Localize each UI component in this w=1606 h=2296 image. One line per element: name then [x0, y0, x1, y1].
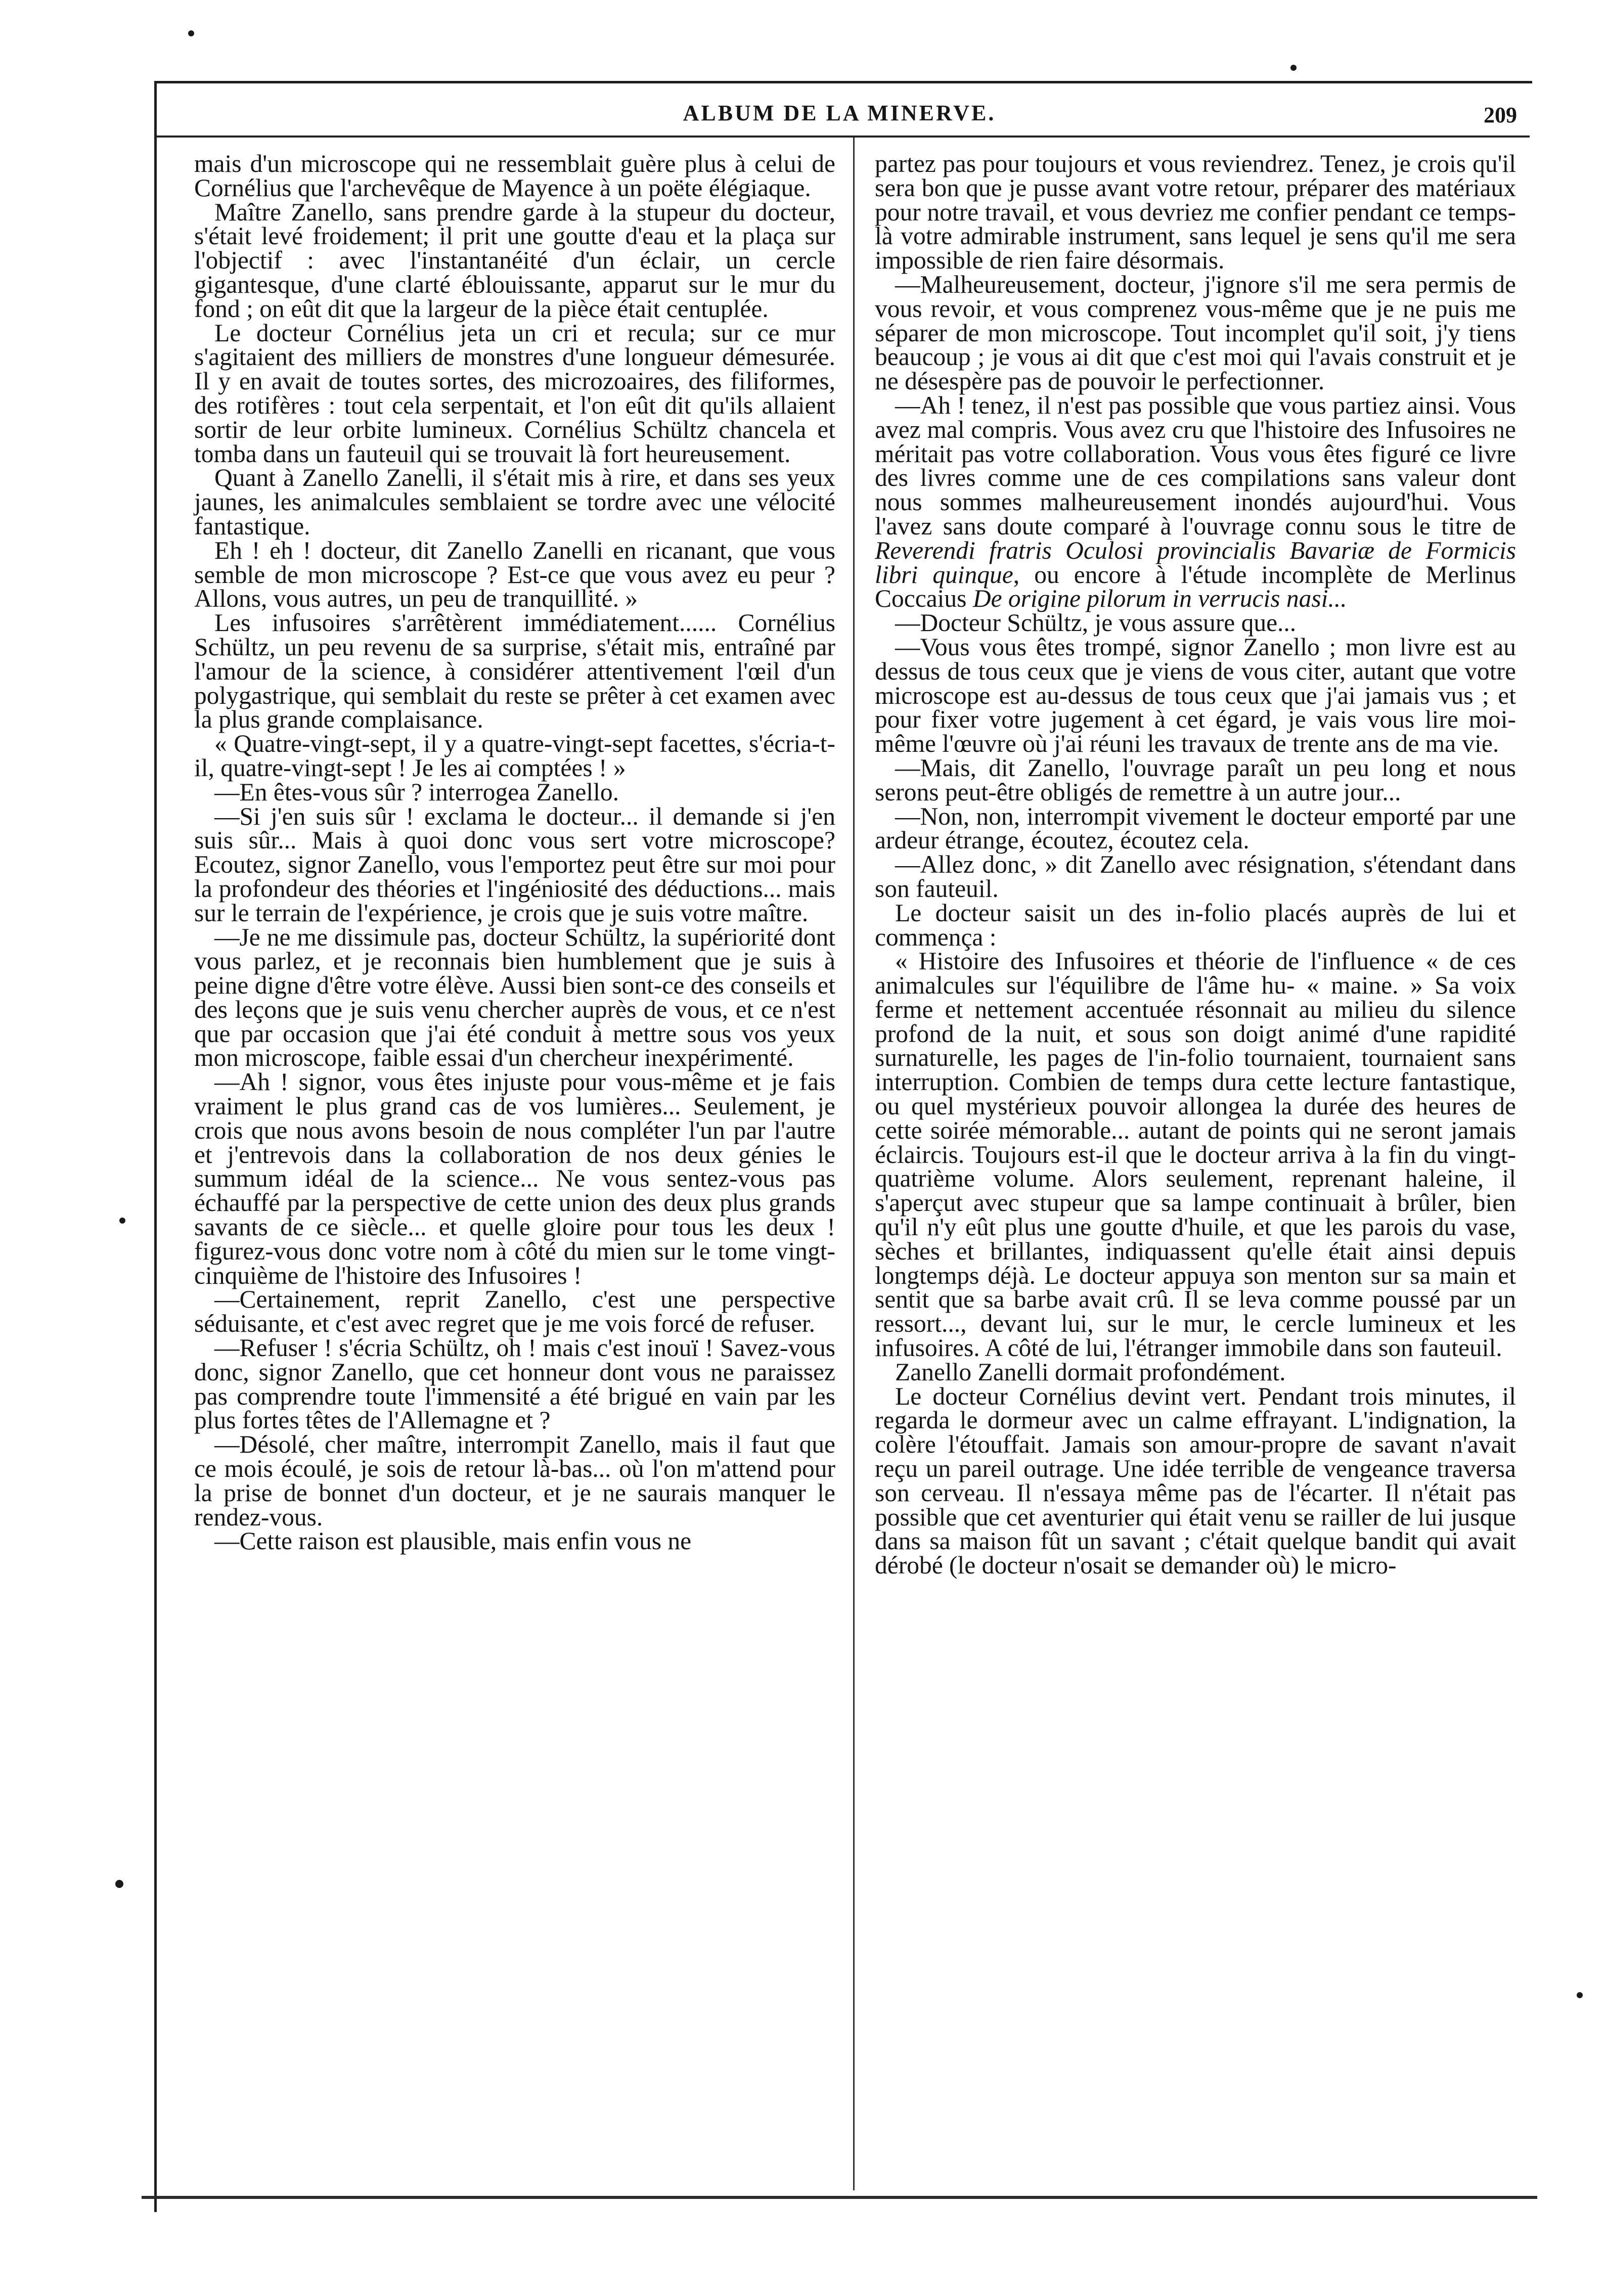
- journal-title: ALBUM DE LA MINERVE.: [683, 101, 996, 125]
- paragraph-text: —Ah ! tenez, il n'est pas possible que vous partiez ainsi. Vous avez mal compris. Vous avez cru que l'histoire des Infusoires ne méritait pas votre collaboration. Vous vous êtes figuré ce livre des livres comme une de ces compilations sans valeur dont nous sommes malheureusement inondés aujourd'hui. Vous l'avez sans doute comparé à l'ouvrage connu sous le titre de: [875, 391, 1516, 540]
- paragraph: mais d'un microscope qui ne ressemblait guère plus à celui de Cornélius que l'archevêque de Mayence à un poëte élégiaque.: [194, 150, 835, 202]
- paragraph: —Je ne me dissimule pas, docteur Schültz, la supériorité dont vous parlez, et je reconnais bien humblement que je suis à peine digne d'être votre élève. Aussi bien sont-ce des conseils et des leçons que je suis venu chercher auprès de vous, et ce n'est que par occasion que j'ai été conduit à mettre sous vos yeux mon microscope, faible essai d'un chercheur inexpérimenté.: [194, 923, 835, 1072]
- paragraph: Le docteur Cornélius devint vert. Pendant trois minutes, il regarda le dormeur avec un calme effrayant. L'indignation, la colère l'étouffait. Jamais son amour-propre de savant n'avait reçu un pareil outrage. Une idée terrible de vengeance traversa son cerveau. Il n'essaya même pas de l'écarter. Il n'était pas possible que cet aventurier qui était venu se railler de lui jusque dans sa maison fût un savant ; c'était quelque bandit qui avait dérobé (le docteur n'osait se demander où) le micro-: [875, 1382, 1516, 1580]
- column-divider: [853, 138, 855, 2190]
- book-title: De origine pilorum in verrucis nasi...: [972, 584, 1347, 613]
- paragraph: Zanello Zanelli dormait profondément.: [895, 1358, 1286, 1386]
- running-header: [157, 96, 1522, 131]
- paragraph: —Allez donc, » dit Zanello avec résignation, s'étendant dans son fauteuil.: [875, 850, 1516, 903]
- print-speck: [1577, 1992, 1583, 1998]
- paragraph: —Désolé, cher maître, interrompit Zanello, mais il faut que ce mois écoulé, je sois de retour là-bas... où l'on m'attend pour la prise de bonnet d'un docteur, et je ne saurais manquer le rendez-vous.: [194, 1430, 835, 1531]
- print-speck: [115, 1880, 123, 1888]
- paragraph: —Ah ! signor, vous êtes injuste pour vous-même et je fais vraiment le plus grand cas de vos lumières... Seulement, je crois que nous avons besoin de nous compléter l'un par l'autre et j'entrevois dans la collaboration de nos deux génies le summum idéal de la science... Ne vous sentez-vous pas échauffé par la perspective de cette union des deux plus grands savants de ce siècle... et quelle gloire pour tous les deux ! figurez-vous donc votre nom à côté du mien sur le tome vingt-cinquième de l'histoire des Infusoires !: [194, 1068, 835, 1289]
- paragraph: « Quatre-vingt-sept, il y a quatre-vingt-sept facettes, s'écria-t-il, quatre-vingt-sept ! Je les ai comptées ! »: [194, 730, 835, 782]
- paragraph: Le docteur Cornélius jeta un cri et recula; sur ce mur s'agitaient des milliers de monstres d'une longueur démesurée. Il y en avait de toutes sortes, des microzoaires, des filiformes, des rotifères : tout cela serpentait, et l'on eût dit qu'ils allaient sortir de leur orbite lumineux. Cornélius Schültz chancela et tomba dans un fauteuil qui se trouvait là fort heureusement.: [194, 319, 835, 468]
- paragraph: —Non, non, interrompit vivement le docteur emporté par une ardeur étrange, écoutez, écoutez cela.: [875, 802, 1516, 854]
- paragraph: « Histoire des Infusoires et théorie de l'influence « de ces animalcules sur l'équilibre de l'âme hu- « maine. » Sa voix ferme et nettement accentuée résonnait au milieu du silence profond de la nuit, et sous son doigt animé d'une rapidité surnaturelle, les pages de l'in-folio tournaient, tournaient sans interruption. Combien de temps dura cette lecture fantastique, ou quel mystérieux pouvoir allongea la durée des heures de cette soirée mémorable... autant de points qui ne seront jamais éclaircis. Toujours est-il que le docteur arriva à la fin du vingt-quatrième volume. Alors seulement, reprenant haleine, il s'aperçut avec stupeur que sa lampe continuait à brûler, bien qu'il n'y eût plus une goutte d'huile, et que les parois du vase, sèches et brillantes, indiquassent qu'elle était ainsi depuis longtemps déjà. Le docteur appuya son menton sur sa main et sentit que sa barbe avait crû. Il se leva comme poussé par un ressort..., devant lui, sur le mur, le cercle lumineux et les infusoires. A côté de lui, l'étranger immobile dans son fauteuil.: [875, 947, 1516, 1362]
- print-speck: [1290, 65, 1297, 71]
- paragraph: —Cette raison est plausible, mais enfin vous ne: [214, 1527, 692, 1555]
- paragraph-text: , ou encore à l'étude incomplète de Merlinus Coccaius: [875, 560, 1516, 613]
- paragraph: —Vous vous êtes trompé, signor Zanello ; mon livre est au dessus de tous ceux que je viens de vous citer, autant que votre microscope est au-dessus de tous ceux que j'ai jamais vus ; et pour fixer votre jugement à cet égard, je vais vous lire moi-même l'œuvre où j'ai réuni les travaux de trente ans de ma vie.: [875, 633, 1516, 758]
- paragraph: partez pas pour toujours et vous reviendrez. Tenez, je crois qu'il sera bon que je pusse avant votre retour, préparer des matériaux pour notre travail, et vous devriez me confier pendant ce temps-là votre admirable instrument, sans lequel je sens qu'il me sera impossible de rien faire désormais.: [875, 150, 1516, 275]
- print-speck: [119, 1218, 125, 1224]
- book-title: Reverendi fratris Oculosi provincialis Bavariæ de Formicis libri quinque: [875, 536, 1516, 589]
- paragraph: —En êtes-vous sûr ? interrogea Zanello.: [214, 778, 619, 806]
- paragraph: —Mais, dit Zanello, l'ouvrage paraît un peu long et nous serons peut-être obligés de remettre à un autre jour...: [875, 753, 1516, 806]
- paragraph: Quant à Zanello Zanelli, il s'était mis à rire, et dans ses yeux jaunes, les animalcules semblaient se tordre avec une vélocité fantastique.: [194, 464, 835, 540]
- print-speck: [188, 30, 194, 36]
- paragraph: Les infusoires s'arrêtèrent immédiatement...... Cornélius Schültz, un peu revenu de sa surprise, s'était mis, entraîné par l'amour de la science, à considérer attentivement l'œil d'un polygastrique, qui semblait du reste se prêter à cet examen avec la plus grande complaisance.: [194, 609, 835, 734]
- left-column: [194, 152, 835, 1553]
- paragraph: —Si j'en suis sûr ! exclama le docteur... il demande si j'en suis sûr... Mais à quoi donc vous sert votre microscope? Ecoutez, signor Zanello, vous l'emportez peut être sur moi pour la profondeur des théories et l'ingéniosité des déductions... mais sur le terrain de l'expérience, je crois que je suis votre maître.: [194, 802, 835, 927]
- page-number: 209: [1484, 103, 1517, 127]
- paragraph: [875, 393, 1516, 611]
- right-column: [875, 152, 1516, 1578]
- header-rule: [157, 136, 1530, 138]
- paragraph: —Refuser ! s'écria Schültz, oh ! mais c'est inouï ! Savez-vous donc, signor Zanello, que cet honneur dont vous ne paraissez pas comprendre toute l'immensité a été brigué en vain par les plus fortes têtes de l'Allemagne et ?: [194, 1334, 835, 1434]
- paragraph: —Certainement, reprit Zanello, c'est une perspective séduisante, et c'est avec regret que je me vois forcé de refuser.: [194, 1285, 835, 1338]
- paragraph: Maître Zanello, sans prendre garde à la stupeur du docteur, s'était levé froidement; il prit une goutte d'eau et la plaça sur l'objectif : avec l'instantanéité d'un éclair, un cercle gigantesque, d'une clarté éblouissante, apparut sur le mur du fond ; on eût dit que la largeur de la pièce était centuplée.: [194, 198, 835, 323]
- paragraph: —Docteur Schültz, je vous assure que...: [895, 609, 1297, 637]
- paragraph: Eh ! eh ! docteur, dit Zanello Zanelli en ricanant, que vous semble de mon microscope ? Est-ce que vous avez eu peur ? Allons, vous autres, un peu de tranquillité. »: [194, 536, 835, 613]
- paragraph: Le docteur saisit un des in-folio placés auprès de lui et commença :: [875, 898, 1516, 951]
- bottom-rule: [142, 2196, 1537, 2199]
- paragraph: —Malheureusement, docteur, j'ignore s'il me sera permis de vous revoir, et vous comprenez vous-même que je ne puis me séparer de mon microscope. Tout incomplet qu'il soit, j'y tiens beaucoup ; je vous ai dit que c'est moi qui l'avais construit et je ne désespère pas de pouvoir le perfectionner.: [875, 270, 1516, 395]
